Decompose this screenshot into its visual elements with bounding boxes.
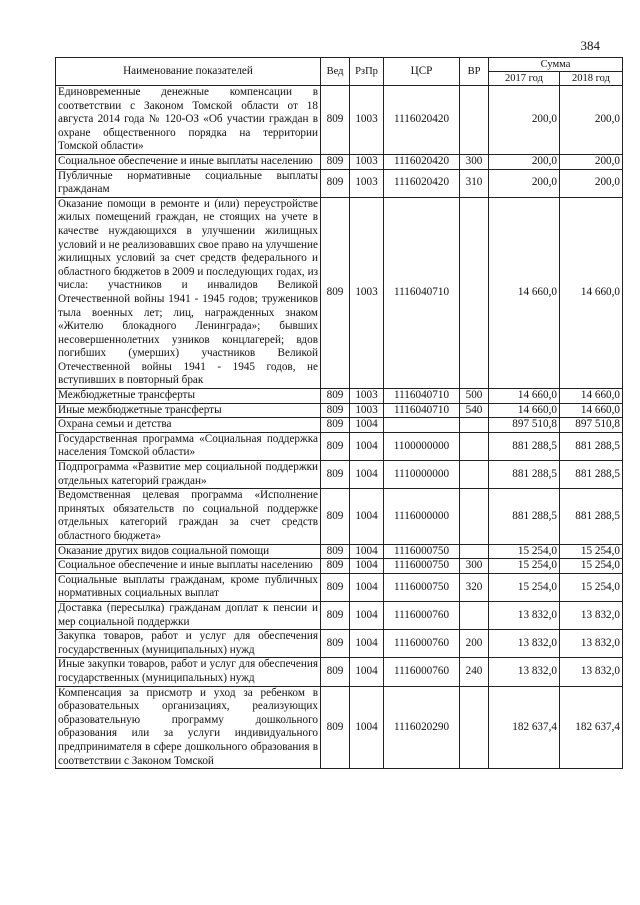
table-row <box>56 658 623 686</box>
cell-csr: 1110000000 <box>384 461 460 489</box>
cell-name: Доставка (пересылка) гражданам доплат к пенсии и мер социальной поддержки <box>56 601 321 629</box>
cell-name: Публичные нормативные социальные выплаты гражданам <box>56 169 321 197</box>
cell-csr: 1116000750 <box>384 559 460 574</box>
cell-y2017: 200,0 <box>489 154 560 169</box>
cell-y2018: 15 254,0 <box>560 559 623 574</box>
cell-vr <box>460 432 489 460</box>
cell-y2017: 14 660,0 <box>489 403 560 418</box>
cell-ved: 809 <box>321 197 350 388</box>
cell-ved: 809 <box>321 432 350 460</box>
cell-ved: 809 <box>321 403 350 418</box>
table-row <box>56 630 623 658</box>
table-row <box>56 197 623 388</box>
cell-csr: 1116000760 <box>384 630 460 658</box>
cell-vr <box>460 601 489 629</box>
cell-y2018: 881 288,5 <box>560 489 623 544</box>
cell-y2018: 15 254,0 <box>560 573 623 601</box>
cell-csr: 1116000750 <box>384 573 460 601</box>
cell-y2017: 13 832,0 <box>489 601 560 629</box>
header-name: Наименование показателей <box>56 58 321 86</box>
cell-y2017: 897 510,8 <box>489 418 560 433</box>
cell-ved: 809 <box>321 86 350 155</box>
cell-csr: 1116020420 <box>384 169 460 197</box>
header-ved: Вед <box>321 58 350 86</box>
table-row <box>56 86 623 155</box>
cell-y2017: 14 660,0 <box>489 197 560 388</box>
cell-y2018: 182 637,4 <box>560 686 623 769</box>
cell-y2018: 881 288,5 <box>560 461 623 489</box>
cell-y2018: 200,0 <box>560 86 623 155</box>
cell-y2017: 200,0 <box>489 86 560 155</box>
cell-y2017: 13 832,0 <box>489 658 560 686</box>
cell-ved: 809 <box>321 573 350 601</box>
cell-vr: 310 <box>460 169 489 197</box>
table-body <box>56 86 623 769</box>
table-row <box>56 686 623 769</box>
table-row <box>56 601 623 629</box>
table-row <box>56 573 623 601</box>
cell-rzpr: 1004 <box>350 461 384 489</box>
header-rzpr: РзПр <box>350 58 384 86</box>
cell-vr <box>460 544 489 559</box>
table-row <box>56 389 623 404</box>
cell-y2018: 200,0 <box>560 169 623 197</box>
cell-y2018: 13 832,0 <box>560 601 623 629</box>
cell-csr: 1116040710 <box>384 197 460 388</box>
budget-table <box>55 57 623 769</box>
cell-ved: 809 <box>321 154 350 169</box>
cell-y2018: 14 660,0 <box>560 389 623 404</box>
cell-rzpr: 1004 <box>350 418 384 433</box>
cell-vr <box>460 461 489 489</box>
cell-name: Иные закупки товаров, работ и услуг для обеспечения государственных (муниципальных) нужд <box>56 658 321 686</box>
cell-y2017: 15 254,0 <box>489 559 560 574</box>
cell-ved: 809 <box>321 601 350 629</box>
cell-name: Социальное обеспечение и иные выплаты населению <box>56 154 321 169</box>
cell-vr: 500 <box>460 389 489 404</box>
cell-y2017: 182 637,4 <box>489 686 560 769</box>
cell-ved: 809 <box>321 630 350 658</box>
cell-rzpr: 1004 <box>350 559 384 574</box>
cell-y2018: 13 832,0 <box>560 658 623 686</box>
cell-y2018: 200,0 <box>560 154 623 169</box>
table-row <box>56 432 623 460</box>
cell-csr <box>384 418 460 433</box>
table-row <box>56 544 623 559</box>
cell-ved: 809 <box>321 559 350 574</box>
cell-name: Социальное обеспечение и иные выплаты населению <box>56 559 321 574</box>
cell-ved: 809 <box>321 686 350 769</box>
cell-y2018: 13 832,0 <box>560 630 623 658</box>
cell-y2018: 881 288,5 <box>560 432 623 460</box>
cell-y2017: 14 660,0 <box>489 389 560 404</box>
cell-rzpr: 1003 <box>350 86 384 155</box>
cell-csr: 1116040710 <box>384 389 460 404</box>
cell-y2018: 897 510,8 <box>560 418 623 433</box>
cell-ved: 809 <box>321 658 350 686</box>
cell-rzpr: 1004 <box>350 686 384 769</box>
cell-rzpr: 1003 <box>350 154 384 169</box>
cell-ved: 809 <box>321 389 350 404</box>
cell-y2017: 200,0 <box>489 169 560 197</box>
cell-rzpr: 1004 <box>350 601 384 629</box>
header-2017: 2017 год <box>489 72 560 86</box>
table-row <box>56 461 623 489</box>
cell-vr <box>460 197 489 388</box>
cell-y2017: 15 254,0 <box>489 544 560 559</box>
cell-ved: 809 <box>321 461 350 489</box>
header-csr: ЦСР <box>384 58 460 86</box>
cell-name: Социальные выплаты гражданам, кроме публичных нормативных социальных выплат <box>56 573 321 601</box>
cell-name: Государственная программа «Социальная поддержка населения Томской области» <box>56 432 321 460</box>
cell-rzpr: 1003 <box>350 197 384 388</box>
cell-name: Иные межбюджетные трансферты <box>56 403 321 418</box>
cell-rzpr: 1004 <box>350 573 384 601</box>
cell-y2018: 14 660,0 <box>560 403 623 418</box>
cell-rzpr: 1003 <box>350 389 384 404</box>
cell-name: Оказание помощи в ремонте и (или) переустройстве жилых помещений граждан, не стоящих на учете в качестве нуждающихся в улучшении жилищных условий и не реализовавших свое право на улучшение жилищных условий за счет средств федерального и областного бюджетов в 2009 и последующих годах, из числа: участников и инвалидов Великой Отечественной войны 1941 - 1945 годов; тружеников тыла военных лет; лиц, награжденных знаком «Жителю блокадного Ленинграда»; бывших несовершеннолетних узников концлагерей; вдов погибших (умерших) участников Великой Отечественной войны 1941 - 1945 годов, не вступивших в повторный брак <box>56 197 321 388</box>
cell-name: Подпрограмма «Развитие мер социальной поддержки отдельных категорий граждан» <box>56 461 321 489</box>
table-row <box>56 489 623 544</box>
cell-vr: 240 <box>460 658 489 686</box>
header-vr: ВР <box>460 58 489 86</box>
cell-csr: 1116040710 <box>384 403 460 418</box>
cell-name: Ведомственная целевая программа «Исполнение принятых обязательств по социальной поддержке отдельных категорий граждан за счет средств областного бюджета» <box>56 489 321 544</box>
cell-name: Оказание других видов социальной помощи <box>56 544 321 559</box>
cell-vr <box>460 418 489 433</box>
table-row <box>56 403 623 418</box>
cell-vr <box>460 86 489 155</box>
cell-y2017: 15 254,0 <box>489 573 560 601</box>
page-number: 384 <box>580 38 600 53</box>
cell-csr: 1116000760 <box>384 601 460 629</box>
cell-vr: 300 <box>460 154 489 169</box>
cell-y2017: 13 832,0 <box>489 630 560 658</box>
cell-name: Единовременные денежные компенсации в соответствии с Законом Томской области от 18 августа 2014 года № 120-ОЗ «Об участии граждан в охране общественного порядка на территории Томской области» <box>56 86 321 155</box>
cell-vr: 200 <box>460 630 489 658</box>
header-2018: 2018 год <box>560 72 623 86</box>
cell-csr: 1116000760 <box>384 658 460 686</box>
cell-vr <box>460 686 489 769</box>
cell-ved: 809 <box>321 169 350 197</box>
cell-rzpr: 1004 <box>350 432 384 460</box>
table-row <box>56 559 623 574</box>
table-row <box>56 169 623 197</box>
cell-ved: 809 <box>321 418 350 433</box>
cell-ved: 809 <box>321 544 350 559</box>
cell-y2018: 14 660,0 <box>560 197 623 388</box>
cell-rzpr: 1004 <box>350 489 384 544</box>
cell-rzpr: 1004 <box>350 630 384 658</box>
cell-y2018: 15 254,0 <box>560 544 623 559</box>
cell-y2017: 881 288,5 <box>489 489 560 544</box>
cell-rzpr: 1004 <box>350 544 384 559</box>
cell-csr: 1116000750 <box>384 544 460 559</box>
cell-rzpr: 1004 <box>350 658 384 686</box>
cell-vr: 300 <box>460 559 489 574</box>
cell-rzpr: 1003 <box>350 403 384 418</box>
cell-csr: 1116000000 <box>384 489 460 544</box>
cell-name: Компенсация за присмотр и уход за ребенком в образовательных организациях, реализующих образовательную программу дошкольного образования или за услуги индивидуального предпринимателя в сфере дошкольного образования в соответствии с Законом Томской <box>56 686 321 769</box>
cell-y2017: 881 288,5 <box>489 432 560 460</box>
cell-name: Охрана семьи и детства <box>56 418 321 433</box>
cell-ved: 809 <box>321 489 350 544</box>
cell-name: Закупка товаров, работ и услуг для обеспечения государственных (муниципальных) нужд <box>56 630 321 658</box>
cell-rzpr: 1003 <box>350 169 384 197</box>
cell-csr: 1116020420 <box>384 86 460 155</box>
table-row <box>56 154 623 169</box>
cell-name: Межбюджетные трансферты <box>56 389 321 404</box>
cell-vr: 320 <box>460 573 489 601</box>
header-sum: Сумма <box>489 58 623 72</box>
cell-vr <box>460 489 489 544</box>
cell-vr: 540 <box>460 403 489 418</box>
cell-csr: 1116020420 <box>384 154 460 169</box>
table-row <box>56 418 623 433</box>
cell-csr: 1116020290 <box>384 686 460 769</box>
cell-y2017: 881 288,5 <box>489 461 560 489</box>
cell-csr: 1100000000 <box>384 432 460 460</box>
